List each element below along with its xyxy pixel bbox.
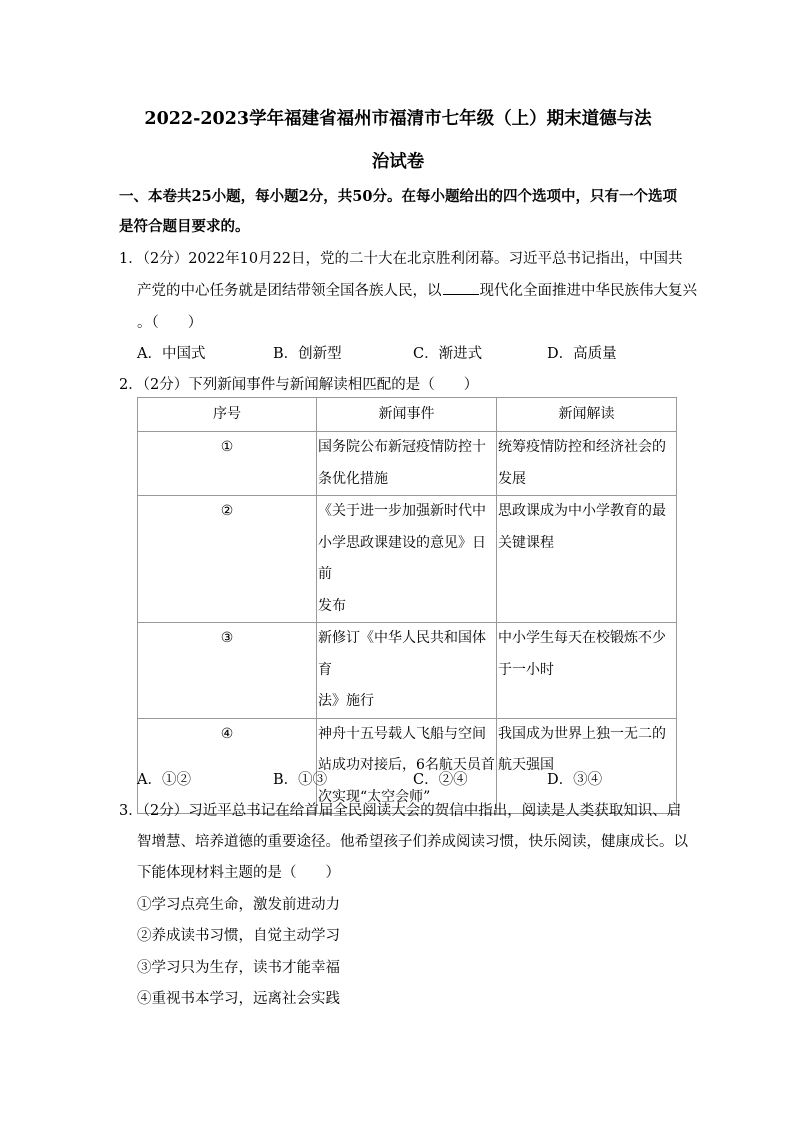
q3-item-1: ①学习点亮生命，激发前进动力 [137, 897, 340, 913]
event-text-line: 国务院公布新冠疫情防控十 [318, 439, 486, 455]
q1-stem-line1: 1．（2分）2022年10月22日，党的二十大在北京胜利闭幕。习近平总书记指出，中国共 [119, 251, 683, 267]
column-header-reading: 新闻解读 [497, 398, 677, 432]
exam-title-line1: 2022-2023学年福建省福州市福清市七年级（上）期末道德与法 [144, 109, 652, 129]
event-text-line: 发布 [318, 597, 346, 614]
table-row [138, 623, 677, 719]
exam-title-line2: 治试卷 [371, 152, 425, 172]
event-text-line: 小学思政课建设的意见》日前 [318, 534, 486, 582]
q1-stem-line3: 。（ ） [137, 315, 203, 331]
reading-text-line: 中小学生每天在校锻炼不少 [498, 630, 666, 646]
reading-text-line: 发展 [498, 470, 526, 487]
table-row [138, 432, 677, 496]
column-header-number: 序号 [138, 398, 317, 432]
event-text-line: 《关于进一步加强新时代中 [318, 503, 486, 519]
q1-option-b[interactable]: B．创新型 [273, 346, 342, 362]
news-event-cell [317, 432, 497, 496]
reading-text-line: 统筹疫情防控和经济社会的 [498, 439, 666, 455]
q3-stem-line2: 智增慧、培养道德的重要途径。他希望孩子们养成阅读习惯，快乐阅读，健康成长。以 [137, 834, 688, 850]
news-event-cell [317, 496, 497, 623]
q1-answer-blank [443, 280, 479, 295]
q1-stem-line2-part1: 产党的中心任务就是团结带领全国各族人民，以 [137, 283, 442, 299]
q3-item-4: ④重视书本学习，远离社会实践 [137, 991, 340, 1007]
q2-option-d[interactable]: D．③④ [547, 772, 603, 788]
reading-text-line: 我国成为世界上独一无二的 [498, 725, 666, 742]
news-reading-cell [497, 432, 677, 496]
reading-text-line: 于一小时 [498, 661, 554, 678]
event-text-line: 次实现“太空会师” [318, 788, 431, 805]
news-table-header-row [138, 398, 677, 432]
q2-option-a[interactable]: A．①② [137, 772, 191, 788]
row-number: ④ [138, 718, 317, 814]
section-instructions-line2: 是符合题目要求的。 [119, 218, 250, 235]
q2-option-c[interactable]: C．②④ [413, 772, 468, 788]
news-reading-cell [497, 496, 677, 623]
reading-text-line: 关键课程 [498, 534, 554, 551]
news-reading-cell [497, 623, 677, 719]
q1-stem-line2-part2: 现代化全面推进中华民族伟大复兴 [479, 283, 697, 299]
q3-stem-line3: 下能体现材料主题的是（ ） [137, 865, 340, 881]
row-number: ③ [138, 623, 317, 719]
event-text-line: 新修订《中华人民共和国体育 [318, 630, 486, 678]
section-instructions-line1: 一、本卷共25小题，每小题2分，共50分。在每小题给出的四个选项中，只有一个选项 [119, 188, 677, 205]
table-row [138, 496, 677, 623]
column-header-event: 新闻事件 [317, 398, 497, 432]
q1-option-c[interactable]: C．渐进式 [413, 346, 483, 362]
row-number: ① [138, 432, 317, 496]
q3-item-2: ②养成读书习惯，自觉主动学习 [137, 928, 340, 944]
news-event-cell [317, 623, 497, 719]
q1-stem-line2 [137, 279, 697, 300]
q3-stem-line1: 3．（2分）习近平总书记在给首届全民阅读大会的贺信中指出，阅读是人类获取知识、启 [119, 803, 682, 819]
event-text-line: 神舟十五号载人飞船与空间 [318, 725, 486, 742]
q1-option-a[interactable]: A．中国式 [137, 346, 206, 362]
reading-text-line: 航天强国 [498, 757, 554, 773]
q2-option-b[interactable]: B．①③ [273, 772, 328, 788]
news-table [137, 397, 677, 814]
reading-text-line: 思政课成为中小学教育的最 [498, 503, 666, 519]
event-text-line: 条优化措施 [318, 470, 388, 487]
event-text-line: 站成功对接后，6名航天员首 [318, 757, 495, 773]
q1-option-d[interactable]: D．高质量 [547, 346, 617, 362]
row-number: ② [138, 496, 317, 623]
event-text-line: 法》施行 [318, 693, 374, 709]
q2-stem: 2．（2分）下列新闻事件与新闻解读相匹配的是（ ） [119, 377, 479, 393]
q3-item-3: ③学习只为生存，读书才能幸福 [137, 960, 340, 976]
